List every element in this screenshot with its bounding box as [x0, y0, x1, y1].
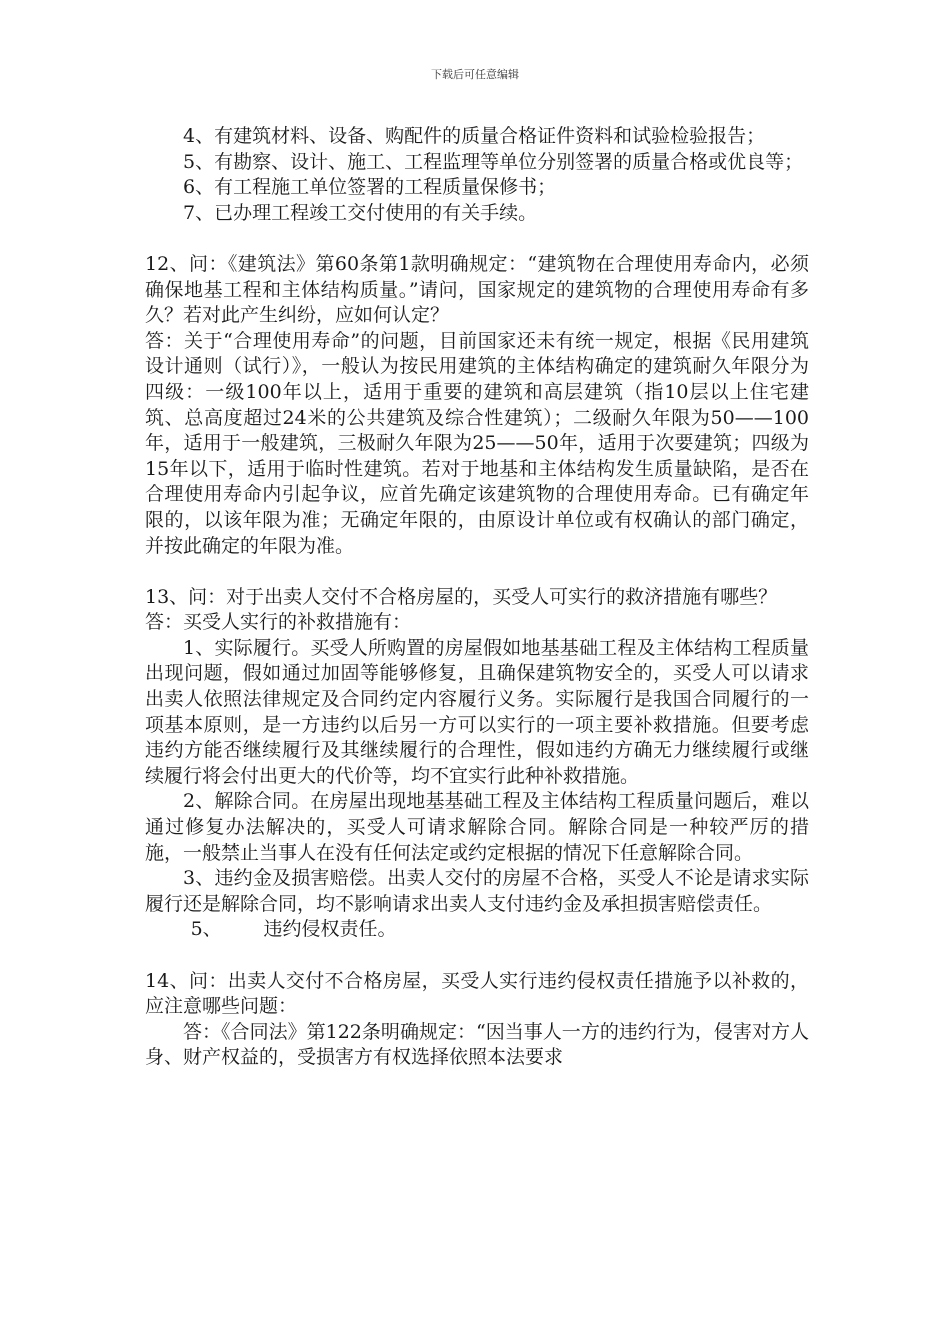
- paragraph-item-5: 5、有勘察、设计、施工、工程监理等单位分别签署的质量合格或优良等；: [183, 150, 804, 173]
- paragraph-item-4: 4、有建筑材料、设备、购配件的质量合格证件资料和试验检验报告；: [183, 125, 766, 147]
- question-12: 12、问：《建筑法》第60条第1款明确规定：“建筑物在合理使用寿命内，必须确保地基工程和主体结构质量。”请问，国家规定的建筑物的合理使用寿命有多久？若对此产生纠纷，应如何认定？: [145, 252, 809, 327]
- remedy-item-5-number: 5、: [190, 918, 222, 941]
- answer-13-intro: 答：买受人实行的补救措施有：: [145, 611, 412, 634]
- answer-14: 答：《合同法》第122条明确规定：“因当事人一方的违约行为，侵害对方人身、财产权益的，受损害方有权选择依照本法要求: [145, 1020, 809, 1069]
- remedy-item-5-text: 违约侵权责任。: [263, 918, 397, 941]
- page-header: 下载后可任意编辑: [431, 68, 519, 81]
- remedy-item-2: 2、解除合同。在房屋出现地基基础工程及主体结构工程质量问题后，难以通过修复办法解决的，买受人可请求解除合同。解除合同是一种较严厉的措施，一般禁止当事人在没有任何法定或约定根据的情况下任意解除合同。: [145, 790, 809, 864]
- remedy-item-5: [145, 917, 809, 943]
- question-13: 13、问：对于出卖人交付不合格房屋的，买受人可实行的救济措施有哪些？: [145, 585, 778, 608]
- paragraph-item-6: 6、有工程施工单位签署的工程质量保修书；: [183, 176, 557, 199]
- answer-12: 答：关于“合理使用寿命”的问题，目前国家还未有统一规定，根据《民用建筑设计通则（试行）》，一般认为按民用建筑的主体结构确定的建筑耐久年限分为四级：一级100年以上，适用于重要的建筑和高层建筑（指10层以上住宅建筑、总高度超过24米的公共建筑及综合性建筑）；二级耐久年限为50——100年，适用于一般建筑，三极耐久年限为25——50年，适用于次要建筑；四级为15年以下，适用于临时性建筑。若对于地基和主体结构发生质量缺陷，是否在合理使用寿命内引起争议，应首先确定该建筑物的合理使用寿命。已有确定年限的，以该年限为准；无确定年限的，由原设计单位或有权确认的部门确定，并按此确定的年限为准。: [145, 329, 809, 557]
- document-body: [145, 124, 809, 1071]
- remedy-item-1: 1、实际履行。买受人所购置的房屋假如地基基础工程及主体结构工程质量出现问题，假如通过加固等能够修复，且确保建筑物安全的，买受人可以请求出卖人依照法律规定及合同约定内容履行义务。实际履行是我国合同履行的一项基本原则，是一方违约以后另一方可以实行的一项主要补救措施。但要考虑违约方能否继续履行及其继续履行的合理性，假如违约方确无力继续履行或继续履行将会付出更大的代价等，均不宜实行此种补救措施。: [145, 636, 809, 787]
- question-14: 14、问：出卖人交付不合格房屋，买受人实行违约侵权责任措施予以补救的，应注意哪些问题：: [145, 969, 809, 1018]
- blank-line: [145, 226, 809, 252]
- remedy-item-3: 3、违约金及损害赔偿。出卖人交付的房屋不合格，买受人不论是请求实际履行还是解除合同，均不影响请求出卖人支付违约金及承担损害赔偿责任。: [145, 867, 809, 915]
- paragraph-item-7: 7、已办理工程竣工交付使用的有关手续。: [183, 201, 538, 224]
- blank-line: [145, 943, 809, 969]
- blank-line: [145, 559, 809, 585]
